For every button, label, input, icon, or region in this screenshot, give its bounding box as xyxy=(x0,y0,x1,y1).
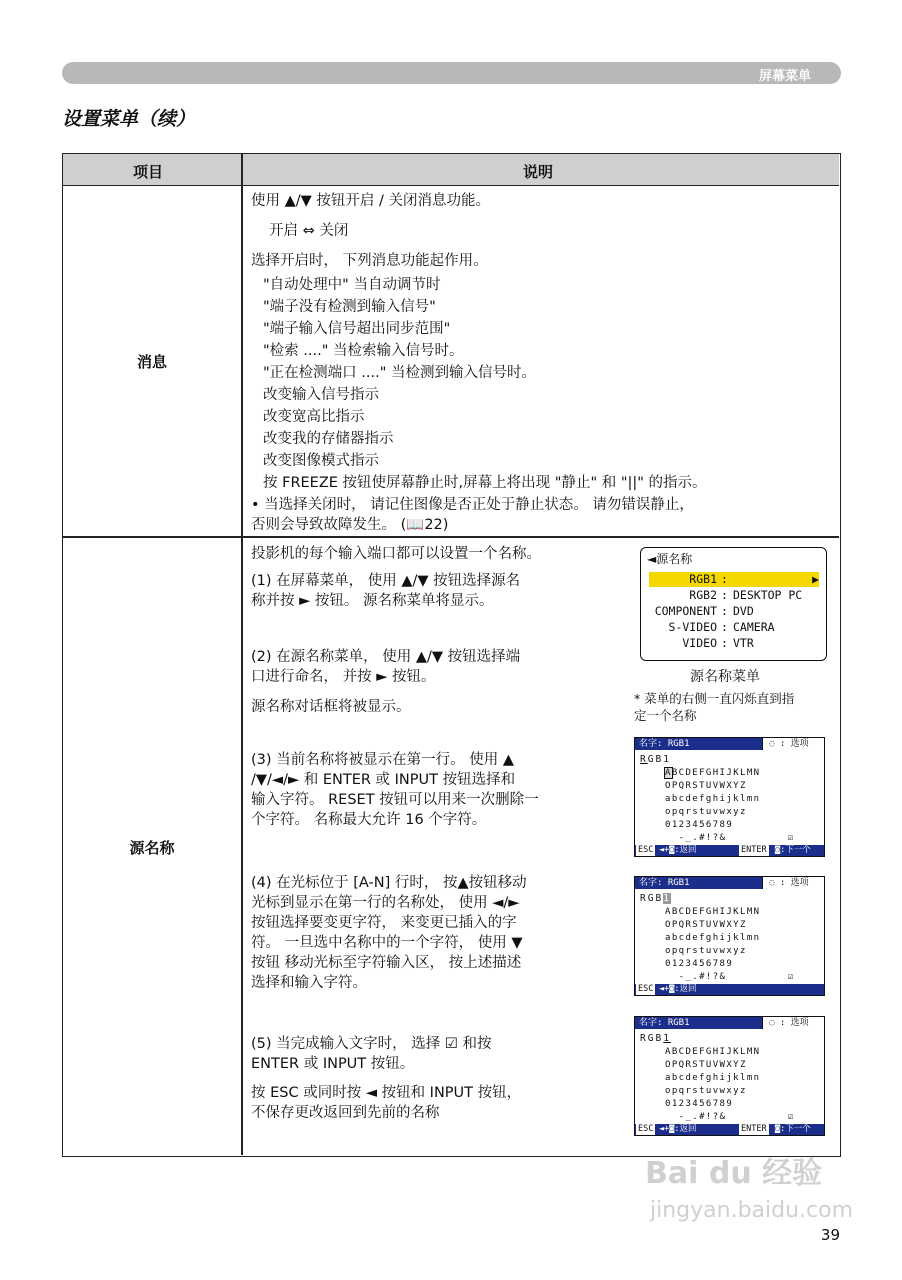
separator: : xyxy=(721,588,728,602)
dialog-footer xyxy=(635,1124,824,1135)
character-grid[interactable] xyxy=(635,767,824,845)
step-3 xyxy=(251,750,539,830)
section-label: 屏幕菜单 xyxy=(758,69,811,84)
name-dialog-2 xyxy=(634,876,825,996)
source-name-menu xyxy=(640,547,827,661)
step-5-note xyxy=(251,1083,521,1123)
name-field[interactable]: RGB1 xyxy=(640,1033,671,1044)
back-hint: ◄+◙:返回 xyxy=(659,845,697,855)
source-value: DVD xyxy=(733,604,754,618)
message-line: 开启 ⇔ 关闭 xyxy=(269,223,349,239)
message-line: "检索 ...." 当检索输入信号时。 xyxy=(263,343,464,359)
source-menu-note xyxy=(634,690,794,724)
message-line: 改变宽高比指示 xyxy=(263,409,365,425)
source-menu-row[interactable] xyxy=(649,604,819,619)
message-line: 按 FREEZE 按钮使屏幕静止时,屏幕上将出现 "静止" 和 "||" 的指示。 xyxy=(263,475,707,491)
character-row: opqrstuvwxyz xyxy=(665,1086,747,1096)
step-1 xyxy=(251,571,520,611)
back-hint: ◄+◙:返回 xyxy=(659,1124,697,1134)
character-row: ABCDEFGHIJKLMN xyxy=(665,768,761,778)
text-line: /▼/◄/► 和 ENTER 或 INPUT 按钮选择和 xyxy=(251,772,516,788)
message-line: "自动处理中" 当自动调节时 xyxy=(263,277,441,293)
character-row: abcdefghijklmn xyxy=(665,933,761,943)
page-number: 39 xyxy=(820,1226,840,1244)
step-2-note: 源名称对话框将被显示。 xyxy=(251,699,411,715)
message-line: 改变我的存储器指示 xyxy=(263,431,394,447)
character-grid[interactable] xyxy=(635,906,824,984)
watermark-logo: Bai du 经验 xyxy=(645,1156,823,1191)
character-row: opqrstuvwxyz xyxy=(665,807,747,817)
name-field[interactable]: RGB1 xyxy=(640,893,671,904)
option-label: ◌ : 选项 xyxy=(762,877,824,889)
step-4 xyxy=(251,873,527,993)
step-5 xyxy=(251,1034,491,1074)
back-hint: ◄+◙:返回 xyxy=(659,984,697,994)
option-label: ◌ : 选项 xyxy=(762,1017,824,1029)
text-line: 输入字符。 RESET 按钮可以用来一次删除一 xyxy=(251,792,539,808)
message-line: 选择开启时， 下列消息功能起作用。 xyxy=(251,253,488,269)
source-key: S-VIDEO xyxy=(668,620,717,634)
row-divider xyxy=(63,536,839,538)
dialog-title-bar xyxy=(635,877,824,889)
dialog-title-bar xyxy=(635,738,824,750)
dialog-title: 名字: RGB1 xyxy=(639,1018,690,1028)
text-line: (2) 在源名称菜单， 使用 ▲/▼ 按钮选择端 xyxy=(251,649,521,665)
message-line: 否则会导致故障发生。 (📖22) xyxy=(251,517,449,533)
column-divider xyxy=(241,154,243,1155)
source-menu-title: ◄源名称 xyxy=(647,552,693,566)
character-row: abcdefghijklmn xyxy=(665,794,761,804)
dialog-title: 名字: RGB1 xyxy=(639,739,690,749)
text-line: (3) 当前名称将被显示在第一行。 使用 ▲ xyxy=(251,752,515,768)
name-field[interactable]: RGB1 xyxy=(640,754,671,765)
character-grid[interactable] xyxy=(635,1046,824,1124)
message-line: 使用 ▲/▼ 按钮开启 / 关闭消息功能。 xyxy=(251,193,491,209)
message-line: 改变图像模式指示 xyxy=(263,453,379,469)
row-name-message: 消息 xyxy=(136,353,167,371)
character-row: ABCDEFGHIJKLMN xyxy=(665,907,761,917)
character-row: opqrstuvwxyz xyxy=(665,946,747,956)
message-line: "端子没有检测到输入信号" xyxy=(263,299,436,315)
text-line: ENTER 或 INPUT 按钮。 xyxy=(251,1056,415,1072)
source-key: RGB1 xyxy=(689,572,717,586)
text-line: * 菜单的右侧一直闪烁直到指 xyxy=(634,691,795,706)
message-line: 改变输入信号指示 xyxy=(263,387,379,403)
source-menu-row[interactable] xyxy=(649,620,819,635)
text-line: 按 ESC 或同时按 ◄ 按钮和 INPUT 按钮， xyxy=(251,1085,522,1101)
name-dialog-3 xyxy=(634,1016,825,1136)
col-item-header: 项目 xyxy=(133,163,164,181)
character-row: -_.#!?& ☑ xyxy=(665,833,795,843)
text-line: 符。 一旦选中名称中的一个字符， 使用 ▼ xyxy=(251,935,523,951)
esc-key: ESC xyxy=(638,845,654,855)
col-desc-header: 说明 xyxy=(523,163,554,181)
watermark-url: jingyan.baidu.com xyxy=(650,1198,854,1223)
source-value: VTR xyxy=(733,636,754,650)
separator: : xyxy=(721,620,728,634)
source-value: CAMERA xyxy=(733,620,775,634)
text-line: 口进行命名， 并按 ► 按钮。 xyxy=(251,669,436,685)
dialog-title: 名字: RGB1 xyxy=(639,878,690,888)
text-line: 个字符。 名称最大允许 16 个字符。 xyxy=(251,812,487,828)
character-row: -_.#!?& ☑ xyxy=(665,1112,795,1122)
text-line: 不保存更改返回到先前的名称 xyxy=(251,1105,440,1121)
separator: : xyxy=(721,636,728,650)
source-key: RGB2 xyxy=(689,588,717,602)
text-line: (1) 在屏幕菜单， 使用 ▲/▼ 按钮选择源名 xyxy=(251,573,521,589)
text-line: 按钮 移动光标至字符输入区， 按上述描述 xyxy=(251,955,522,971)
character-row: 0123456789 xyxy=(665,959,734,969)
row-name-source-name: 源名称 xyxy=(129,839,175,857)
arrow-right-icon: ▶ xyxy=(812,572,819,586)
separator: : xyxy=(721,604,728,618)
message-line: • 当选择关闭时， 请记住图像是否正处于静止状态。 请勿错误静止， xyxy=(251,497,694,513)
text-line: 选择和输入字符。 xyxy=(251,975,367,991)
source-menu-row[interactable] xyxy=(649,572,819,587)
enter-key: ENTER xyxy=(741,1124,767,1134)
character-row: 0123456789 xyxy=(665,1099,734,1109)
character-row: 0123456789 xyxy=(665,820,734,830)
message-line: "端子输入信号超出同步范围" xyxy=(263,321,451,337)
section-header-bar xyxy=(62,62,841,84)
dialog-footer xyxy=(635,984,824,995)
text-line: 光标到显示在第一行的名称处， 使用 ◄/► xyxy=(251,895,520,911)
source-menu-row[interactable] xyxy=(649,636,819,651)
next-hint: ◙:下一个 xyxy=(775,1124,811,1134)
character-row: OPQRSTUVWXYZ xyxy=(665,920,747,930)
character-row: ABCDEFGHIJKLMN xyxy=(665,1047,761,1057)
option-label: ◌ : 选项 xyxy=(762,738,824,750)
source-intro: 投影机的每个输入端口都可以设置一个名称。 xyxy=(251,546,541,562)
page-title: 设置菜单（续） xyxy=(62,108,196,130)
character-row: OPQRSTUVWXYZ xyxy=(665,1060,747,1070)
source-value: DESKTOP PC xyxy=(733,588,803,602)
text-line: 称并按 ► 按钮。 源名称菜单将显示。 xyxy=(251,593,494,609)
source-menu-row[interactable] xyxy=(649,588,819,603)
source-menu-caption: 源名称菜单 xyxy=(690,669,760,685)
step-2 xyxy=(251,647,520,687)
text-line: (4) 在光标位于 [A-N] 行时， 按▲按钮移动 xyxy=(251,875,527,891)
table-header xyxy=(63,154,839,186)
character-row: -_.#!?& ☑ xyxy=(665,972,795,982)
message-line: "正在检测端口 ...." 当检测到输入信号时。 xyxy=(263,365,536,381)
enter-key: ENTER xyxy=(741,845,767,855)
source-key: VIDEO xyxy=(682,636,717,650)
next-hint: ◙:下一个 xyxy=(775,845,811,855)
separator: : xyxy=(721,572,728,586)
esc-key: ESC xyxy=(638,1124,654,1134)
source-key: COMPONENT xyxy=(654,604,717,618)
character-row: OPQRSTUVWXYZ xyxy=(665,781,747,791)
esc-key: ESC xyxy=(638,984,654,994)
dialog-title-bar xyxy=(635,1017,824,1029)
character-row: abcdefghijklmn xyxy=(665,1073,761,1083)
text-line: (5) 当完成输入文字时， 选择 ☑ 和按 xyxy=(251,1036,492,1052)
dialog-footer xyxy=(635,845,824,856)
text-line: 定一个名称 xyxy=(634,708,697,723)
text-line: 按钮选择要变更字符， 来变更已插入的字 xyxy=(251,915,517,931)
name-dialog-1 xyxy=(634,737,825,857)
